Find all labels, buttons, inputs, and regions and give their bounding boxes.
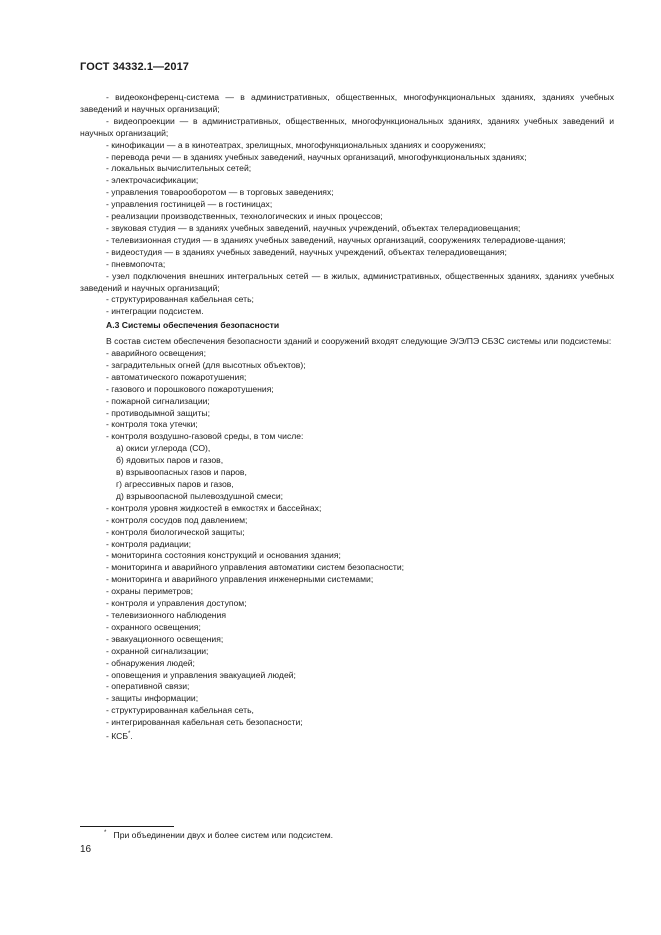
list-item: - электрочасификации; [106, 175, 199, 186]
list-item: - оповещения и управления эвакуацией людей; [106, 669, 296, 680]
footnote [104, 830, 333, 840]
list-item: - пожарной сигнализации; [106, 395, 210, 406]
list-item: б) ядовитых паров и газов, [116, 455, 224, 466]
list-item: - контроля сосудов под давлением; [106, 514, 248, 525]
footnote-mark: * [104, 830, 107, 836]
safety-systems-list-continued [80, 503, 614, 729]
communication-systems-list [80, 92, 614, 318]
list-item: в) взрывоопасных газов и паров, [116, 467, 247, 478]
list-item: - телевизионного наблюдения [106, 609, 226, 620]
list-item: - контроля уровня жидкостей в емкостях и бассейнах; [106, 502, 322, 513]
list-item: - структурированная кабельная сеть, [106, 705, 254, 716]
list-item: - пневмопочта; [106, 258, 166, 269]
safety-systems-list [80, 348, 614, 443]
list-item-ksb: - КСБ*. [106, 731, 133, 742]
list-item: - охранной сигнализации; [106, 645, 209, 656]
list-item: - эвакуационного освещения; [106, 633, 224, 644]
list-item: - мониторинга и аварийного управления автоматики систем безопасности; [106, 562, 405, 573]
list-item: - кинофикации — а в кинотеатрах, зрелищных, многофункциональных зданиях и сооружениях; [106, 139, 486, 150]
list-item: - охраны периметров; [106, 586, 193, 597]
list-item: - защиты информации; [106, 693, 199, 704]
list-item: - перевода речи — в зданиях учебных заведений, научных организаций, многофункциональных зданиях; [106, 151, 527, 162]
list-item: - телевизионная студия — в зданиях учебных заведений, научных организаций, сооружениях телерадиове-щания; [106, 234, 566, 245]
list-item: - звуковая студия — в зданиях учебных заведений, научных учреждений, объектах телерадиовещания; [106, 222, 521, 233]
list-item: - управления гостиницей — в гостиницах; [106, 199, 273, 210]
document-body [80, 92, 614, 743]
list-item: - управления товарооборотом — в торговых заведениях; [106, 187, 334, 198]
list-item: - видеопроекции — в административных, общественных, многофункциональных зданиях, зданиях учебных заведений и научных организаций; [80, 115, 614, 138]
list-item: г) агрессивных паров и газов, [116, 479, 234, 489]
list-item: - интеграции подсистем. [106, 306, 204, 317]
list-item: - локальных вычислительных сетей; [106, 163, 252, 174]
list-item: - аварийного освещения; [106, 348, 206, 359]
gas-control-sublist [80, 443, 614, 503]
list-item: - газового и порошкового пожаротушения; [106, 383, 274, 394]
list-item: - реализации производственных, технологических и иных процессов; [106, 211, 383, 222]
list-item: - контроля и управления доступом; [106, 598, 247, 609]
list-item: - оперативной связи; [106, 681, 190, 692]
section-intro: В состав систем обеспечения безопасности зданий и сооружений входят следующие Э/Э/ПЭ СБЗС системы или подсистемы: [106, 336, 612, 347]
list-item: - противодымной защиты; [106, 407, 210, 418]
list-item: - охранного освещения; [106, 621, 201, 632]
footnote-text: При объединении двух и более систем или подсистем. [113, 830, 334, 840]
list-item: - обнаружения людей; [106, 657, 195, 668]
list-item: д) взрывоопасной пылевоздушной смеси; [116, 490, 284, 501]
list-item: - контроля биологической защиты; [106, 526, 245, 537]
document-header: ГОСТ 34332.1—2017 [80, 61, 190, 73]
footnote-divider [80, 826, 174, 827]
list-item: - видеостудия — в зданиях учебных заведений, научных учреждений, объектах телерадиовещания; [106, 246, 507, 257]
list-item: - узел подключения внешних интегральных сетей — в жилых, административных, общественных зданиях, зданиях учебных заведений и научных организаций; [80, 270, 614, 293]
list-item: - контроля тока утечки; [106, 419, 198, 430]
list-item: - контроля радиации; [106, 538, 192, 549]
list-item: - контроля воздушно-газовой среды, в том числе: [106, 431, 304, 442]
list-item: - интегрированная кабельная сеть безопасности; [106, 717, 303, 728]
section-heading: А.3 Системы обеспечения безопасности [106, 320, 280, 331]
list-item: - структурированная кабельная сеть; [106, 294, 254, 305]
list-item: - мониторинга и аварийного управления инженерными системами; [106, 574, 374, 585]
list-item: - заградительных огней (для высотных объектов); [106, 359, 306, 370]
list-item: - автоматического пожаротушения; [106, 371, 247, 382]
list-item: а) окиси углерода (СО), [116, 443, 211, 454]
footnote-marker: * [128, 731, 131, 738]
list-item: - видеоконференц-система — в административных, общественных, многофункциональных зданиях, зданиях учебных заведений и научных организаций; [80, 92, 614, 114]
page-number: 16 [80, 844, 92, 855]
list-item: - мониторинга состояния конструкций и основания здания; [106, 550, 341, 561]
